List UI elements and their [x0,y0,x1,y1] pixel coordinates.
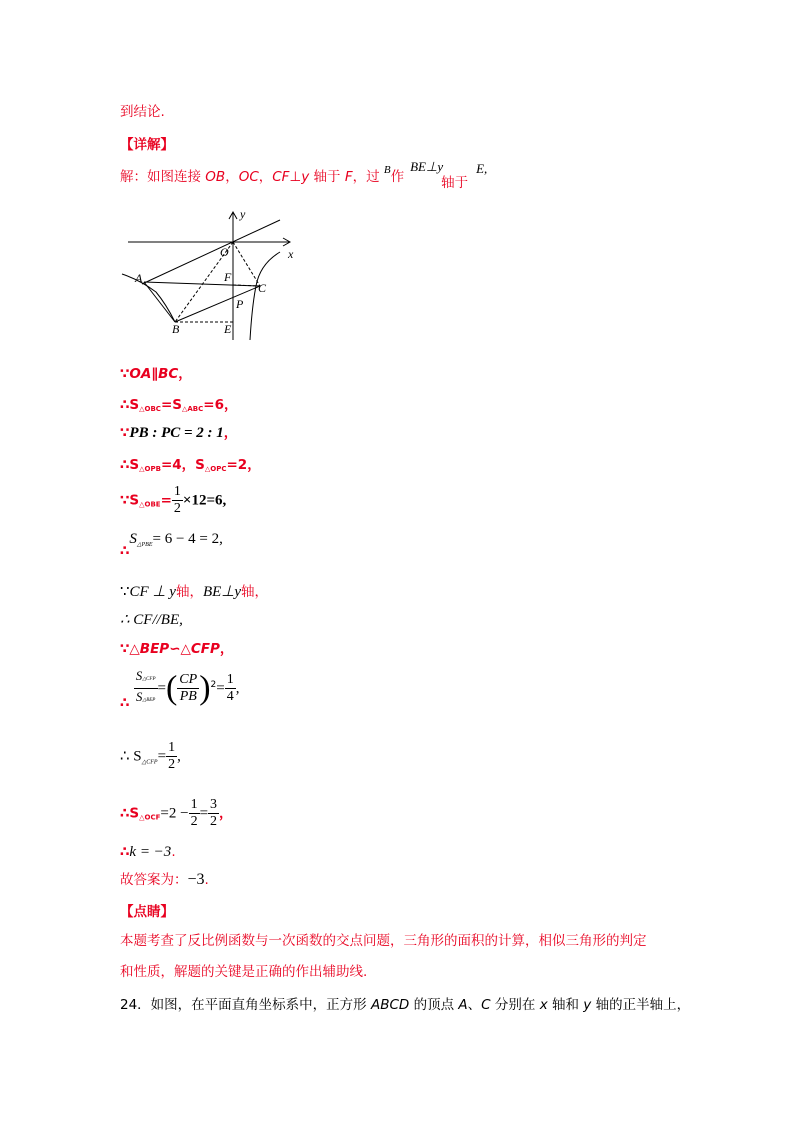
step-k-value: ∴k = −3. [120,844,176,860]
comment-line-2: 和性质，解题的关键是正确的作出辅助线. [120,964,368,980]
label-a: A [135,271,143,285]
label-o: O [220,245,229,259]
step-ratio: ∵PB : PC = 2 : 1， [120,425,238,441]
step-area-pbe: $\therefore S_{\triangle PBE}= 6 - 4 = 2$, [120,531,223,559]
step-area-opb: $\therefore S_{\triangle OPB}=4$，$S_{\triangle OPC}=2$， [120,457,261,473]
heading-comment: 【点睛】 [120,904,174,920]
step-area-cfp: ∴ $S_{\triangle CFP}=$ $\frac{1}{2}$ , [120,740,181,772]
label-y: y [240,207,246,221]
question-24: 24．如图，在平面直角坐标系中，正方形 ABCD 的顶点 A、C 分别在 x 轴和 y 轴的正半轴上， [120,997,691,1013]
comment-line-1: 本题考查了反比例函数与一次函数的交点问题，三角形的面积的计算，相似三角形的判定 [120,933,647,949]
step-area-ocf: $\therefore S_{\triangle OCF}=2$ − $\frac{1}{2}$ = $\frac{3}{2}$ ， [120,797,233,829]
step-similar-triangles: ∵△BEP∽△CFP， [120,641,234,657]
step-cf-parallel-be: ∴ CF//BE, [120,612,183,628]
step-area-obe: $\because S_{\triangle OBE}=$ $\frac{1}{2}$ ×12=6, [120,484,227,516]
step-ratio-areas: ∴ $\frac{\text{S△CFP}}{\text{S△BEP}}$ =( $\frac{CP}{PB}$ )$^2$= $\frac{1}{4}$ , [120,668,240,711]
label-f: F [224,270,232,284]
label-x: x [288,247,294,261]
label-c: C [258,281,267,295]
heading-detail: 【详解】 [120,137,174,153]
coordinate-figure [120,206,300,342]
label-e: E [224,322,232,336]
line-conclusion: 到结论. [120,104,165,120]
step-oa-parallel-bc: ∵OA∥BC， [120,366,192,382]
solution-intro: 解：如图连接 OB，OC，CF⊥y 轴于 F，过 $^B$作BE⊥y轴于E, [120,159,488,191]
answer-line: 故答案为：−3. [120,871,209,888]
step-area-obc: $\therefore S_{\triangle OBC}=S_{\triangle ABC}=6$， [120,397,238,413]
step-perpendicular: ∵CF ⊥ y轴，BE⊥y轴， [120,584,269,600]
label-p: P [236,297,244,311]
label-b: B [172,322,180,336]
